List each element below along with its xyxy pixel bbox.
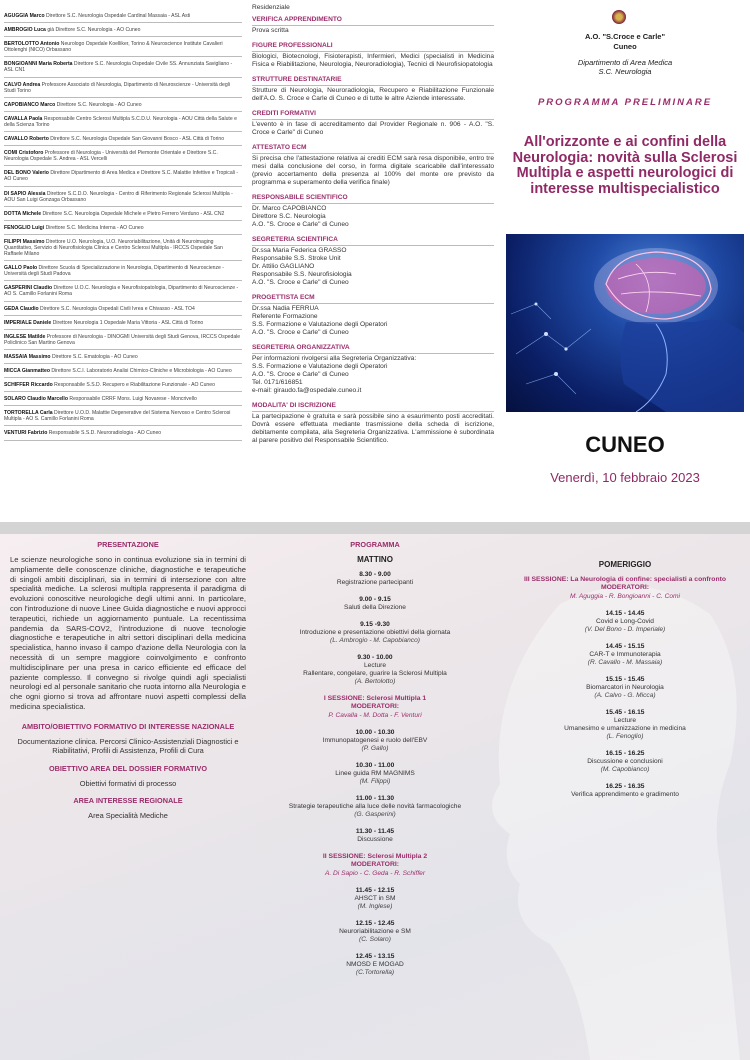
faculty-name: VENTURI Fabrizio (4, 430, 48, 437)
info-section-title: VERIFICA APPRENDIMENTO (252, 16, 494, 26)
faculty-name: MICCA Gianmatteo (4, 368, 50, 374)
session-3-moderators-label: MODERATORI: (600, 584, 650, 592)
ambito-text: Documentazione clinica. Percorsi Clinico-Assistenziali Diagnostici e Riabilitativi, Profili di Assistenza, Profili di Cura (17, 736, 239, 756)
residenziale-text: Residenziale (252, 4, 290, 11)
faculty-role: Direttore U.O. Neurologia, U.O. Neuroriabilitazione, Unità di Neuroimaging Quantitativo, Servizio di Neurofisiologia Clinica e Centro Sclerosi Multipla - IRCCS Ospedale San Raffaele Milano (4, 238, 223, 258)
program-slot (255, 887, 495, 911)
slot-time: 9.00 - 9.15 (359, 596, 391, 603)
faculty-name: CALVO Andrea (4, 81, 41, 88)
slot-description: Linee guida RM MAGNIMS (335, 769, 415, 777)
slot-speaker: (L. Fenoglio) (606, 732, 644, 740)
slot-time: 15.15 - 15.45 (605, 675, 645, 683)
slot-description: Verifica apprendimento e gradimento (571, 790, 679, 798)
faculty-role: Responsabile CRRF Mons. Luigi Novarese - Moncrivello (69, 396, 197, 403)
ambito-heading: AMBITO/OBIETTIVO FORMATIVO DI INTERESSE NAZIONALE (21, 721, 235, 731)
faculty-role: Responsabile S.S.D. Recupero e Riabilitazione Funzionale - AO Cuneo (54, 382, 215, 389)
faculty-name: GEDA Claudio (4, 305, 39, 312)
faculty-role: Direttore S.C. Neurologia Ospedale Civile SS. Annunziata Savigliano - ASL CN1 (4, 61, 233, 74)
program-slot (255, 596, 495, 612)
brochure-outer-side (0, 0, 750, 522)
faculty-role: Direttore U.O.C. Neurologia e Neurofisiopatologia, Dipartimento di Neuroscienze - AO S. Camillo Forlanini Roma (4, 285, 239, 298)
slot-speaker: (M. Filippi) (359, 777, 391, 785)
faculty-role: Direttore U.O.D. Malattie Degenerative del Sistema Nervoso e Centro Sclerosi Multipla - AO S. Camillo Forlanini Roma (4, 410, 231, 423)
slot-time: 10.30 - 11.00 (355, 761, 395, 769)
faculty-name: TORTORELLA Carla (4, 410, 53, 417)
info-section-text: Strutture di Neurologia, Neuroradiologia, Recupero e Riabilitazione Funzionale dell'A.O. S. Croce e Carle di Cuneo e di tutte le altre Aziende interessate. (252, 87, 494, 102)
program-slot (255, 762, 495, 786)
info-section-text: La partecipazione è gratuita e sarà possibile sino a esaurimento posti accreditati. Dovrà essere effettuata mediante trasmissione della scheda di iscrizione, debitamente compilata, alla Segreteria Organizzativa. L'ammissione è subordinata al parere positivo del Responsabile Scientifico. (252, 413, 494, 444)
slot-time: 11.30 - 11.45 (355, 827, 395, 835)
session-1-moderators-label: MODERATORI: (350, 703, 400, 711)
faculty-name: BERTOLOTTO Antonio (4, 41, 60, 48)
info-section-text: Biologici, Biotecnologi, Fisioterapisti, Infermieri, Medici (specialisti in Medicina Fisica e Riabilitazione, Neurologia, Neuroradiologia), Tecnici di Neurofisiopatologia (252, 53, 494, 68)
slot-time: 11.00 - 11.30 (355, 794, 395, 802)
faculty-item (4, 381, 242, 392)
slot-speaker: (V. Del Bono - D. Imperiale) (584, 625, 666, 633)
program-slot (505, 610, 745, 634)
obiettivo-text: Obiettivi formativi di processo (79, 778, 177, 788)
program-slot (505, 783, 745, 799)
faculty-name: IMPERIALE Daniele (4, 319, 52, 326)
slot-speaker: (P. Gallo) (361, 744, 389, 752)
slot-speaker: (A. Bertolotto) (354, 678, 396, 685)
faculty-role: Direttore S.C.D.O. Neurologia - Centro di Riferimento Regionale Sclerosi Multipla - AOU San Luigi Gonzaga Orbassano (4, 190, 233, 203)
info-section-title: ATTESTATO ECM (252, 144, 494, 154)
faculty-name: MASSAIA Massimo (4, 353, 51, 360)
programma-label: PROGRAMMA PRELIMINARE (537, 97, 713, 108)
program-slot (255, 654, 495, 686)
info-section-text: Per informazioni rivolgersi alla Segreteria Organizzativa: S.S. Formazione e Valutazione degli Operatori A.O. "S. Croce e Carle" di Cuneo Tel. 0171/616851 e-mail: giraudo.fa@ospedale.cuneo.it (252, 355, 417, 394)
faculty-role: Professore di Neurologia - DINOGMI Università degli Studi Genova, IRCCS Ospedale Policlinico San Martino Genova (4, 333, 241, 346)
info-section (252, 294, 494, 337)
faculty-role: Direttore Scuola di Specializzazione in Neurologia, Dipartimento di Neuroscienze - Università degli Studi Padova (4, 265, 224, 278)
slot-description: CAR-T e Immunoterapia (589, 650, 661, 658)
slot-speaker: (M. Capobianco) (600, 765, 650, 773)
slot-speaker: (M. Inglese) (357, 902, 393, 910)
event-city: CUNEO (585, 432, 665, 457)
faculty-name: DOTTA Michele (4, 210, 42, 217)
faculty-item (4, 60, 242, 77)
slot-time: 12.45 - 13.15 (355, 952, 395, 960)
faculty-item (4, 26, 242, 37)
session-3-moderators: M. Aguggia - R. Bongioanni - C. Comi (569, 592, 681, 600)
slot-time: 14.45 - 15.15 (605, 642, 645, 650)
faculty-role: Direttore S.C. Medicina Interna - AO Cuneo (45, 224, 144, 231)
program-slot (255, 795, 495, 819)
session-1-moderators: P. Cavalla - M. Dotta - F. Venturi (328, 711, 422, 719)
department: Dipartimento di Area Medica (577, 58, 673, 67)
info-section-text: Prova scritta (252, 27, 289, 34)
program-slot (505, 643, 745, 667)
brain-graphic (506, 234, 744, 412)
slot-time: 10.00 - 10.30 (355, 728, 395, 736)
info-section-title: SEGRETERIA SCIENTIFICA (252, 236, 494, 246)
slot-speaker: (R. Cavallo - M. Massaia) (587, 658, 663, 666)
info-section-title: STRUTTURE DESTINATARIE (252, 76, 494, 86)
info-section (252, 194, 494, 229)
obiettivo-heading: OBIETTIVO AREA DEL DOSSIER FORMATIVO (48, 763, 208, 773)
faculty-role: Responsabile Centro Sclerosi Multipla S.C.D.U. Neurologia - AOU Città della Salute e della Scienza Torino (4, 115, 237, 128)
faculty-role: Direttore S.C. Ematologia - AO Cuneo (51, 353, 138, 360)
faculty-item (4, 169, 242, 186)
info-section-title: FIGURE PROFESSIONALI (252, 42, 494, 52)
info-section-text: Dr.ssa Nadia FERRUA Referente Formazione S.S. Formazione e Valutazione degli Operatori A.O. "S. Croce e Carle" di Cuneo (252, 305, 388, 336)
session-2-moderators: A. Di Sapio - C. Geda - R. Schiffer (324, 869, 426, 877)
slot-time: 11.45 - 12.15 (355, 886, 395, 894)
program-slot (505, 750, 745, 774)
info-section (252, 344, 494, 395)
faculty-item (4, 81, 242, 98)
faculty-name: CAVALLA Paola (4, 115, 43, 122)
faculty-name: COMI Cristoforo (4, 150, 44, 157)
faculty-item (4, 238, 242, 261)
slot-description: Strategie terapeutiche alla luce delle novità farmacologiche (288, 802, 462, 810)
session-2-title: II SESSIONE: Sclerosi Multipla 2 (322, 852, 428, 860)
hospital-logo-icon (612, 10, 626, 24)
info-column (252, 0, 498, 522)
program-slot (255, 828, 495, 844)
faculty-name: FENOGLIO Luigi (4, 224, 45, 231)
faculty-item (4, 115, 242, 132)
slot-description: Introduzione e presentazione obiettivi della giornata (299, 629, 451, 636)
info-section-title: PROGETTISTA ECM (252, 294, 494, 304)
session-2-moderators-label: MODERATORI: (350, 861, 400, 869)
faculty-name: AGUGGIA Marco (4, 13, 45, 19)
org-city: Cuneo (613, 42, 637, 51)
faculty-name: SOLARO Claudio Marcello (4, 396, 68, 403)
info-section (252, 236, 494, 287)
faculty-role: Direttore Dipartimento di Area Medica e Direttore S.C. Malattie Infettive e Tropicali - AO Cuneo (4, 170, 239, 183)
slot-speaker: (A. Calvo - G. Micca) (594, 691, 656, 699)
slot-description: Registrazione partecipanti (336, 579, 414, 586)
event-date: Venerdì, 10 febbraio 2023 (550, 470, 700, 485)
slot-time: 16.15 - 16.25 (605, 749, 645, 757)
info-section-title: RESPONSABILE SCIENTIFICO (252, 194, 494, 204)
mattino-heading: MATTINO (357, 555, 393, 564)
session-1 (255, 695, 495, 720)
faculty-item (4, 333, 242, 350)
program-slot (255, 571, 495, 587)
faculty-role: Direttore Neurologia 1 Ospedale Maria Vittoria - ASL Città di Torino (52, 319, 204, 326)
presentazione-heading: PRESENTAZIONE (97, 540, 159, 549)
program-slot (505, 676, 745, 700)
program-slot (255, 729, 495, 753)
area-heading: AREA INTERESSE REGIONALE (73, 795, 183, 805)
session-3 (505, 576, 745, 601)
slot-description: Discussione e conclusioni (587, 757, 663, 765)
info-section (252, 76, 494, 103)
faculty-name: SCHIFFER Riccardo (4, 382, 53, 389)
slot-speaker: (L. Ambrogio - M. Capobianco) (330, 637, 420, 644)
info-section-title: CREDITI FORMATIVI (252, 110, 494, 120)
unit: S.C. Neurologia (598, 67, 652, 76)
programma-heading: PROGRAMMA (350, 540, 400, 549)
area-text: Area Specialità Mediche (88, 810, 168, 820)
faculty-name: CAPOBIANCO Marco (4, 101, 56, 108)
slot-time: 15.45 - 16.15 (605, 708, 645, 716)
session-3-title: III SESSIONE: La Neurologia di confine: specialisti a confronto (523, 576, 727, 583)
brain-illustration (506, 234, 744, 412)
presentazione-column (10, 534, 246, 828)
faculty-role: Neurologo Ospedale Koelliker, Torino & Neuroscience Institute Cavalieri Ottolenghi (NICO) Orbassano (4, 41, 223, 54)
faculty-role: Direttore S.C. Neurologia Ospedali Civili Ivrea e Chivasso - ASL TO4 (40, 305, 195, 312)
info-section-title: SEGRETERIA ORGANIZZATIVA (252, 344, 494, 354)
org-name: A.O. "S.Croce e Carle" (584, 32, 666, 41)
slot-description: NMOSD E MOGAD (346, 960, 404, 968)
cover-panel (500, 0, 750, 522)
slot-time: 14.15 - 14.45 (605, 609, 645, 617)
info-section-text: L'evento è in fase di accreditamento dal Provider Regionale n. 906 - A.O. "S. Croce e Carle" di Cuneo (252, 121, 494, 136)
info-section (252, 402, 494, 445)
slot-time: 9.15 -9.30 (360, 621, 390, 628)
brochure-inner-side (0, 534, 750, 1060)
slot-time: 16.25 - 16.35 (605, 782, 645, 790)
faculty-name: AMBROGIO Luca (4, 27, 46, 34)
faculty-item (4, 353, 242, 364)
session-1-title: I SESSIONE: Sclerosi Multipla 1 (323, 695, 427, 702)
faculty-role: Professore Associato di Neurologia, Dipartimento di Neuroscienze - Università degli Studi Torino (4, 81, 230, 94)
faculty-item (4, 305, 242, 316)
faculty-role: già Direttore S.C. Neurologia - AO Cuneo (47, 27, 141, 34)
faculty-item (4, 429, 242, 440)
faculty-role: Professore di Neurologia - Università del Piemonte Orientale e Direttore S.C. Neurologia Ospedale S. Andrea - ASL Vercelli (4, 150, 218, 163)
info-section-title: MODALITA' DI ISCRIZIONE (252, 402, 494, 412)
faculty-item (4, 135, 242, 146)
faculty-item (4, 210, 242, 221)
faculty-item (4, 224, 242, 235)
program-slot (255, 920, 495, 944)
faculty-role: Responsabile S.S.D. Neuroradiologia - AO Cuneo (48, 430, 162, 437)
slot-speaker: (C. Solaro) (359, 935, 391, 943)
programma-column (255, 534, 495, 986)
faculty-item (4, 264, 242, 281)
faculty-name: DEL BONO Valerio (4, 170, 49, 177)
faculty-item (4, 101, 242, 112)
presentazione-text: Le scienze neurologiche sono in continua evoluzione sia in termini di ampliamente delle conoscenze cliniche, diagnostiche e terapeutiche di singoli ambiti disciplinari, sia in termini di intersezione con altre specialità mediche. La sclerosi multipla rappresenta il paradigma di evoluzioni conoscitive neurologiche degli ultimi anni. In particolare, con l'introduzione di nuove Linee Guida diagnostiche e nuovi approcci terapeutici, richiede un aggiornamento puntuale. La recentissima pandemia da SARS-COV2, l'introduzione di nuove tecnologie diagnostiche e terapeutiche in altri settori disciplinari della medicina specialistica, hanno invaso il campo d'azione della Neurologia con la necessità di un sempre maggiore coinvolgimento e confronto multidisciplinare per una presa in carico efficiente ed efficace del paziente complesso. Il convegno si rivolge quindi agli specialisti neurologi ed al personale sanitario che ruota intorno alla Neurologia e che ogni giorno si trova ad affrontare nuovi aspetti complessi della medicina specialistica. (10, 555, 246, 711)
faculty-item (4, 367, 242, 378)
program-slot (255, 953, 495, 977)
faculty-item (4, 319, 242, 330)
faculty-item (4, 190, 242, 207)
program-slot (505, 709, 745, 741)
faculty-role: Direttore S.C. Neurologia Ospedale Michele e Pietro Ferrero Verduno - ASL CN2 (42, 210, 225, 217)
slot-speaker: (G. Gasperini) (354, 810, 396, 818)
slot-description: Discussione (357, 835, 393, 843)
faculty-item (4, 12, 242, 23)
info-section (252, 110, 494, 137)
pomeriggio-heading: POMERIGGIO (598, 560, 652, 569)
slot-description: Neuroriabilitazione e SM (339, 927, 411, 935)
faculty-role: Direttore S.C. Neurologia Ospedale San Giovanni Bosco - ASL Città di Torino (50, 136, 225, 143)
slot-time: 9.30 - 10.00 (357, 654, 393, 661)
faculty-list (0, 0, 246, 522)
faculty-name: CAVALLO Roberto (4, 136, 49, 143)
faculty-name: GASPERINI Claudio (4, 285, 53, 292)
faculty-item (4, 395, 242, 406)
slot-time: 12.15 - 12.45 (355, 919, 395, 927)
faculty-item (4, 284, 242, 301)
pomeriggio-column (505, 534, 745, 808)
info-section (252, 42, 494, 69)
slot-time: 8.30 - 9.00 (359, 571, 391, 578)
session-2 (255, 853, 495, 878)
faculty-role: Direttore S.C.I. Laboratorio Analisi Chimico-Cliniche e Microbiologia - AO Cuneo (51, 368, 232, 374)
slot-description: Immunopatogenesi e ruolo dell'EBV (322, 736, 428, 744)
faculty-item (4, 149, 242, 166)
faculty-name: BONGIOANNI Maria Roberta (4, 61, 73, 68)
faculty-name: GALLO Paolo (4, 265, 38, 272)
info-section-text: Si precisa che l'attestazione relativa ai crediti ECM sarà resa disponibile, entro tre mesi dalla conclusione del corso, in forma digitale scaricabile dall'interessato (previo accertamento della presenza al 100% del monte ore previsto da programma e superamento della verifica finale) (252, 155, 494, 186)
slot-description: Covid e Long-Covid (596, 617, 654, 625)
event-title: All'orizzonte e ai confini della Neurologia: novità sulla Sclerosi Multipla e aspetti neurologici di interesse multispecialistico (512, 134, 738, 197)
slot-description: Saluti della Direzione (344, 604, 406, 611)
slot-description: Lecture Rallentare, congelare, guarire la Sclerosi Multipla (303, 662, 447, 677)
faculty-role: Direttore S.C. Neurologia Ospedale Cardinal Massaia - ASL Asti (46, 13, 191, 19)
faculty-item (4, 40, 242, 57)
faculty-role: Direttore S.C. Neurologia - AO Cuneo (56, 101, 142, 108)
faculty-name: FILIPPI Massimo (4, 238, 45, 245)
info-section-text: Dr. Marco CAPOBIANCO Direttore S.C. Neurologia A.O. "S. Croce e Carle" di Cuneo (252, 205, 349, 228)
slot-speaker: (C.Tortorella) (355, 968, 395, 976)
program-slot (255, 621, 495, 645)
faculty-name: DI SAPIO Alessia (4, 190, 46, 197)
info-section (252, 16, 494, 35)
faculty-item (4, 409, 242, 426)
faculty-name: INGLESE Matilde (4, 333, 46, 340)
info-section-text: Dr.ssa Maria Federica GRASSO Responsabile S.S. Stroke Unit Dr. Attilio GAGLIANO Responsabile S.S. Neurofisiologia A.O. "S. Croce e Carle" di Cuneo (252, 247, 352, 286)
slot-description: AHSCT in SM (354, 894, 396, 902)
slot-description: Biomarcatori in Neurologia (586, 683, 664, 691)
slot-description: Lecture Umanesimo e umanizzazione in medicina (564, 716, 686, 732)
info-section (252, 144, 494, 187)
